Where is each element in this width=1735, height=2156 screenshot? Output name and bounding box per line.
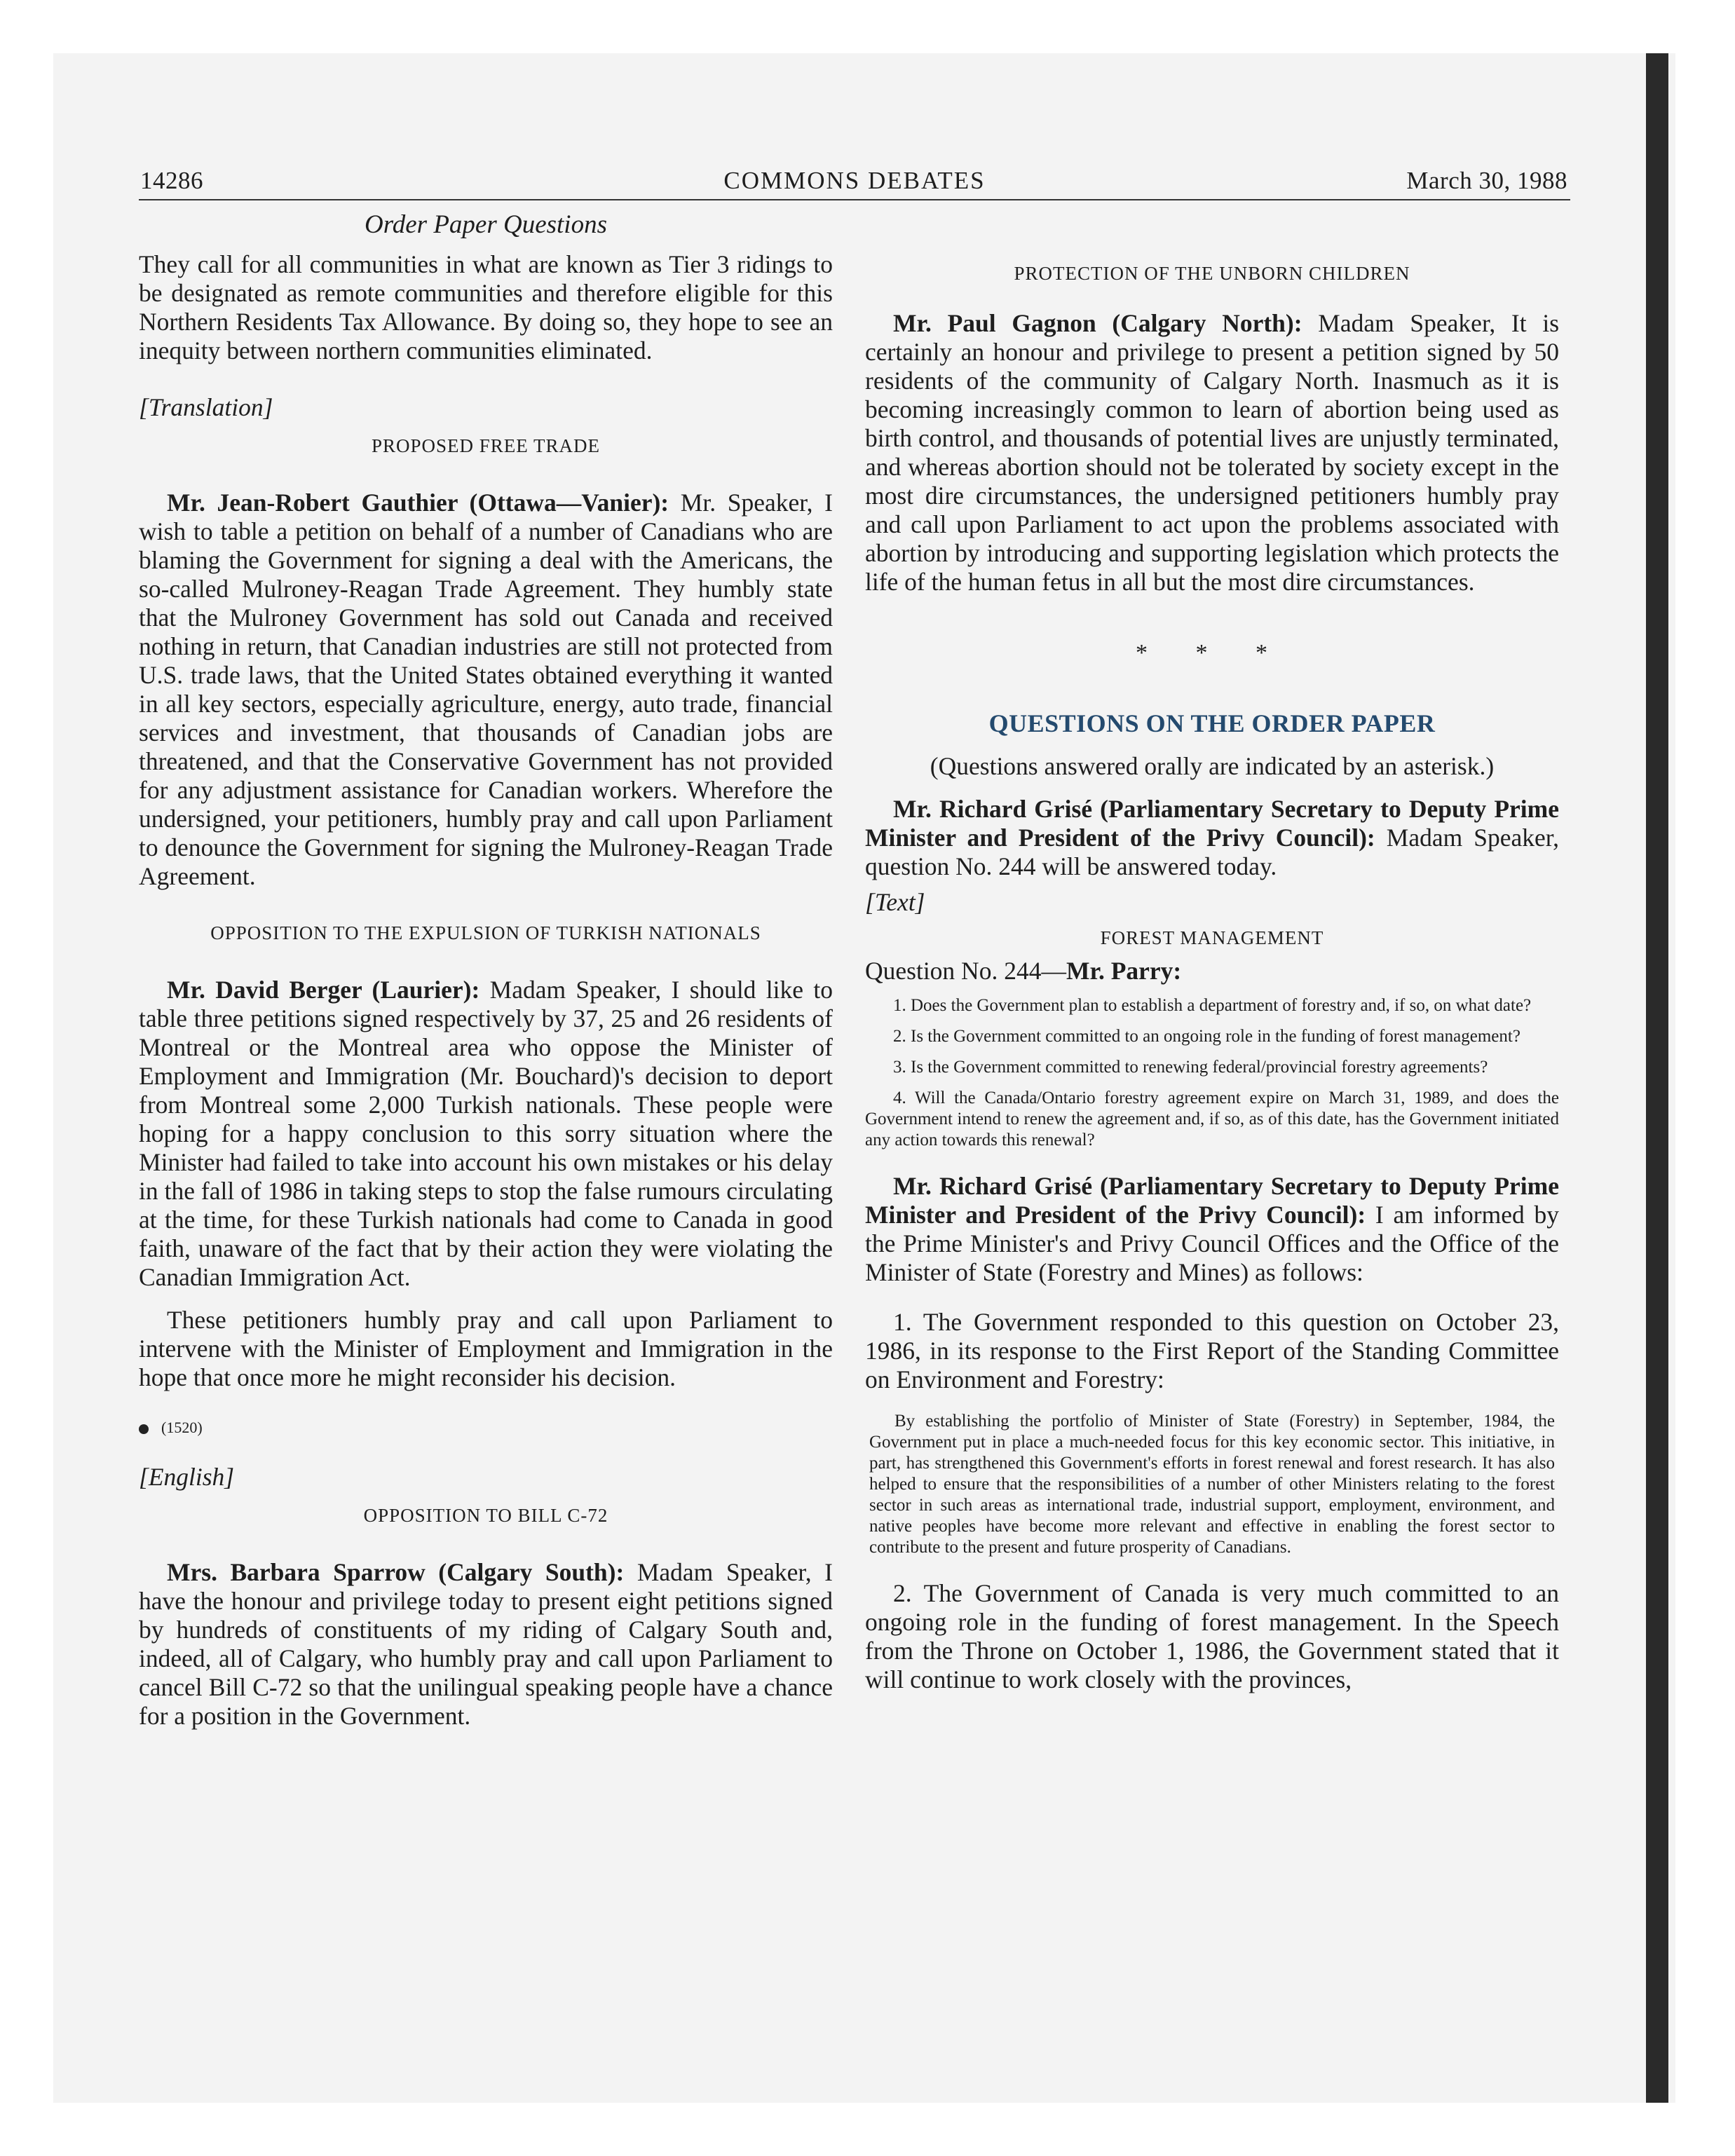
left-column — [139, 210, 833, 1731]
section-separator-stars: * * * — [1136, 640, 1288, 666]
heading-forest-management: FOREST MANAGEMENT — [1100, 927, 1324, 948]
question-prefix: Question No. 244— — [865, 957, 1066, 985]
quoted-response: By establishing the portfolio of Minister of State (Forestry) in September, 1984, the Government put in place a much-needed focus for this key economic sector. This initiative, in part, has strengthened this Government's efforts in forest renewal and forest research. It has also helped to ensure that the responsibilities of a number of other Ministers relating to the forest sector in such areas as international trade, industrial support, employment, environment, and native peoples have become more relevant and effective in enabling the forest sector to contribute to the present and future prosperity of Canadians. — [869, 1412, 1555, 1557]
running-head: Order Paper Questions — [365, 210, 607, 239]
question-item: 2. Is the Government committed to an ongoing role in the funding of forest management? — [893, 1027, 1520, 1046]
heading-turkish-nationals: OPPOSITION TO THE EXPULSION OF TURKISH NATIONALS — [210, 922, 761, 943]
heading-proposed-free-trade: PROPOSED FREE TRADE — [371, 435, 601, 456]
heading-questions-order-paper: QUESTIONS ON THE ORDER PAPER — [988, 709, 1436, 737]
speaker-gagnon: Mr. Paul Gagnon (Calgary North): — [893, 309, 1302, 337]
intro-paragraph: They call for all communities in what are known as Tier 3 ridings to be designated as remote communities and therefore eligible for this Northern Residents Tax Allowance. By doing so, they hope to see an inequity between northern communities eliminated. — [139, 250, 833, 364]
question-line — [865, 957, 1559, 985]
question-item: 3. Is the Government committed to renewing federal/provincial forestry agreements? — [893, 1058, 1488, 1077]
unborn-text: Madam Speaker, It is certainly an honour and privilege to present a petition signed by 50 residents of the community of Calgary North. Inasmuch as it is becoming increasingly common to learn of abortion being used as birth control, and thousands of potential lives are unjustly terminated, and whereas abortion should not be tolerated by society except in the most dire circumstances, the undersigned petitioners humbly pray and call upon Parliament to act upon the problems associated with abortion by introducing and supporting legislation which protects the life of the human fetus in all but the most dire circumstances. — [865, 309, 1560, 596]
text-label: [Text] — [865, 888, 925, 916]
speaker-sparrow: Mrs. Barbara Sparrow (Calgary South): — [167, 1558, 625, 1586]
grise-text-2: I am informed by the Prime Minister's and Privy Council Offices and the Office of the Minister of State (Forestry and Mines) as follows: — [865, 1201, 1559, 1286]
bill-c72-petition — [139, 1558, 833, 1731]
speaker-grise-2: Mr. Richard Grisé (Parliamentary Secretary to Deputy Prime Minister and President of the Privy Council): — [865, 1172, 1559, 1229]
grise-statement-1 — [865, 795, 1559, 881]
time-marker — [139, 1413, 833, 1442]
page-number: 14286 — [140, 167, 203, 194]
speaker-gauthier: Mr. Jean-Robert Gauthier (Ottawa—Vanier): — [167, 489, 669, 517]
publication-title: COMMONS DEBATES — [723, 167, 986, 194]
translation-label: [Translation] — [139, 393, 273, 421]
turkish-text: Madam Speaker, I should like to table three petitions signed respectively by 37, 25 and 26 residents of Montreal or the Montreal area who oppose the Minister of Employment and Immigration (Mr. Bouchard)'s decision to deport from Montreal some 2,000 Turkish nationals. These people were hoping for a happy conclusion to this sorry situation where the Minister had failed to take into account his own mistakes or his delay in the fall of 1986 in taking steps to stop the false rumours circulating at the time, for these Turkish nationals had come to Canada in good faith, unaware of the fact that by their action they were violating the Canadian Immigration Act. — [139, 976, 833, 1291]
turkish-petition-conclusion: These petitioners humbly pray and call upon Parliament to intervene with the Minister of Employment and Immigration in the hope that once more he might reconsider his decision. — [139, 1306, 833, 1391]
bullet-dot-icon — [139, 1424, 149, 1434]
heading-bill-c72: OPPOSITION TO BILL C-72 — [363, 1505, 608, 1526]
time-marker-text: (1520) — [161, 1419, 203, 1436]
heading-unborn-children: PROTECTION OF THE UNBORN CHILDREN — [1014, 263, 1410, 284]
free-trade-petition — [139, 489, 833, 891]
publication-date: March 30, 1988 — [1406, 167, 1567, 194]
unborn-petition — [865, 309, 1559, 596]
speaker-grise-1: Mr. Richard Grisé (Parliamentary Secretary to Deputy Prime Minister and President of the Privy Council): — [865, 795, 1559, 852]
page-header — [139, 163, 1570, 200]
asterisk-note: (Questions answered orally are indicated by an asterisk.) — [930, 752, 1495, 780]
speaker-berger: Mr. David Berger (Laurier): — [167, 976, 480, 1004]
answer-1: 1. The Government responded to this question on October 23, 1986, in its response to the First Report of the Standing Committee on Environment and Forestry: — [865, 1308, 1559, 1393]
grise-text-1: Madam Speaker, question No. 244 will be answered today. — [865, 824, 1559, 880]
question-member: Mr. Parry: — [1066, 957, 1182, 985]
bill-c72-text: Madam Speaker, I have the honour and privilege today to present eight petitions signed by hundreds of constituents of my riding of Calgary South and, indeed, all of Calgary, who humbly pray and call upon Parliament to cancel Bill C-72 so that the unilingual speaking people have a chance for a position in the Government. — [139, 1558, 833, 1730]
answer-2: 2. The Government of Canada is very much committed to an ongoing role in the funding of forest management. In the Speech from the Throne on October 1, 1986, the Government stated that it will continue to work closely with the provinces, — [865, 1579, 1559, 1693]
english-label: [English] — [139, 1463, 235, 1491]
turkish-petition — [139, 976, 833, 1292]
free-trade-text: Mr. Speaker, I wish to table a petition on behalf of a number of Canadians who are blaming the Government for signing a deal with the Americans, the so-called Mulroney-Reagan Trade Agreement. They humbly state that the Mulroney Government has sold out Canada and received nothing in return, that Canadian industries are still not protected from U.S. trade laws, that the United States obtained everything it wanted in all key sectors, especially agriculture, energy, auto trade, financial services and investment, that thousands of Canadian jobs are threatened, and that the Conservative Government has not provided for any adjustment assistance for Canadian workers. Wherefore the undersigned, your petitioners, humbly pray and call upon Parliament to denounce the Government for signing the Mulroney-Reagan Trade Agreement. — [139, 489, 833, 890]
right-column — [865, 210, 1559, 1694]
question-item: 1. Does the Government plan to establish a department of forestry and, if so, on what date? — [893, 996, 1532, 1015]
grise-statement-2 — [865, 1172, 1559, 1287]
scan-edge-bar — [1646, 53, 1668, 2103]
question-item: 4. Will the Canada/Ontario forestry agreement expire on March 31, 1989, and does the Government intend to renew the agreement and, if so, as of this date, has the Government initiated any action towards this renewal? — [865, 1089, 1559, 1149]
